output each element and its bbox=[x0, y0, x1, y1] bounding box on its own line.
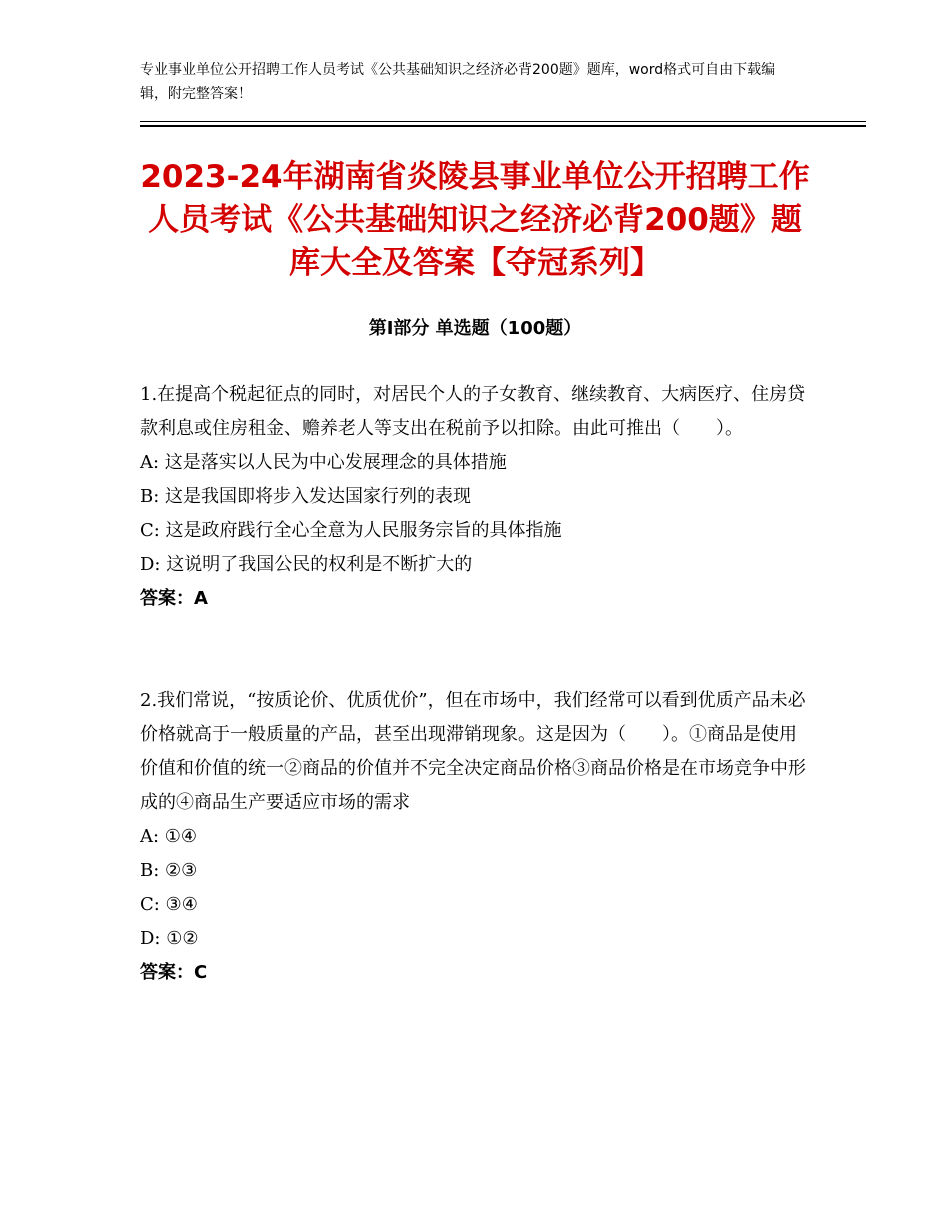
section-title: 第I部分 单选题（100题） bbox=[368, 318, 582, 339]
answer: 答案：C bbox=[140, 962, 208, 983]
header-divider-thick bbox=[140, 125, 866, 127]
question-stem: 1.在提高个税起征点的同时，对居民个人的子女教育、继续教育、大病医疗、住房贷款利息或住房租金、赡养老人等支出在税前予以扣除。由此可推出（ ）。 bbox=[140, 384, 806, 439]
question-stem: 2.我们常说，“按质论价、优质优价”，但在市场中，我们经常可以看到优质产品未必价格就高于一般质量的产品，甚至出现滞销现象。这是因为（ ）。①商品是使用价值和价值的统一②商品的价值并不完全决定商品价格③商品价格是在市场竞争中形成的④商品生产要适应市场的需求 bbox=[140, 690, 806, 813]
option-c: C: ③④ bbox=[140, 894, 198, 915]
option-a: A: 这是落实以人民为中心发展理念的具体措施 bbox=[140, 452, 507, 473]
document-title: 2023-24年湖南省炎陵县事业单位公开招聘工作人员考试《公共基础知识之经济必背200题》题库大全及答案【夺冠系列】 bbox=[140, 159, 810, 281]
option-c: C: 这是政府践行全心全意为人民服务宗旨的具体指施 bbox=[140, 520, 562, 541]
header-note: 专业事业单位公开招聘工作人员考试《公共基础知识之经济必背200题》题库，word格式可自由下载编辑，附完整答案！ bbox=[140, 62, 776, 102]
answer: 答案：A bbox=[140, 588, 208, 609]
question-2 bbox=[140, 684, 810, 990]
option-a: A: ①④ bbox=[140, 826, 198, 847]
option-b: B: 这是我国即将步入发达国家行列的表现 bbox=[140, 486, 472, 507]
question-1 bbox=[140, 378, 810, 616]
option-d: D: 这说明了我国公民的权利是不断扩大的 bbox=[140, 554, 473, 575]
option-d: D: ①② bbox=[140, 928, 199, 949]
option-b: B: ②③ bbox=[140, 860, 198, 881]
header-divider-thin bbox=[140, 121, 866, 122]
